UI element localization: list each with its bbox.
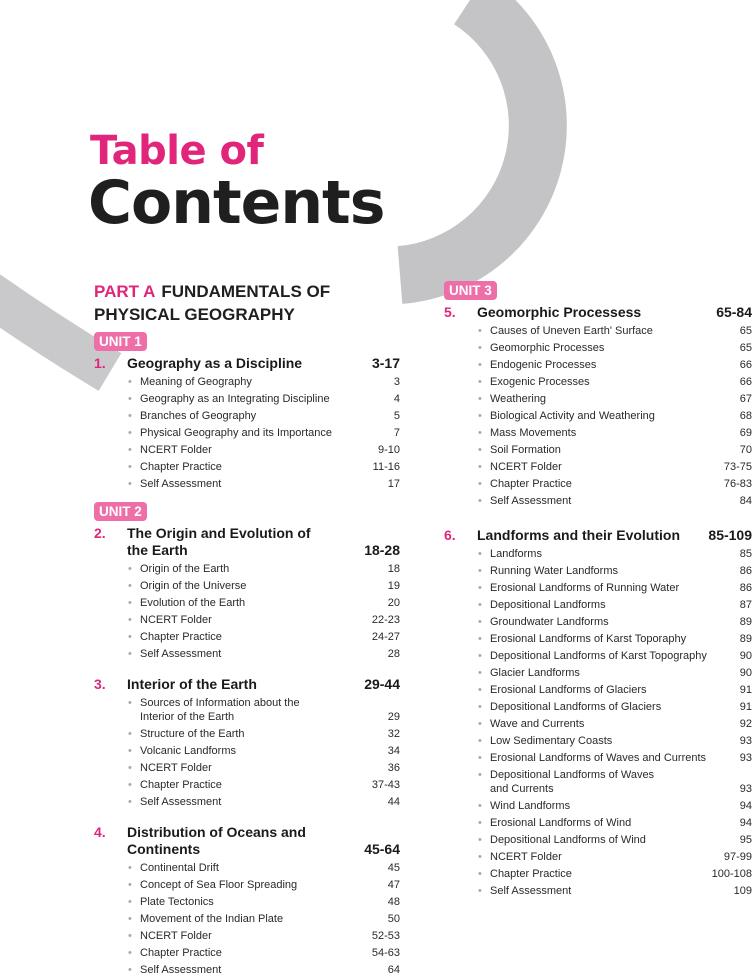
chapter-title: Interior of the Earth xyxy=(127,676,257,692)
toc-column-left xyxy=(94,280,400,980)
chapter-pages: 65-84 xyxy=(716,304,752,320)
chapter-number: 3. xyxy=(94,676,106,692)
chapter-number: 1. xyxy=(94,355,106,371)
chapter-entry[interactable] xyxy=(444,304,752,511)
topic-item[interactable]: • Origin of the Universe 19 xyxy=(127,579,400,593)
topic-item[interactable]: • Self Assessment 109 xyxy=(477,884,752,898)
topic-item[interactable]: • Depositional Landforms of Waves and Currents 93 xyxy=(477,768,752,796)
topic-list xyxy=(127,861,400,977)
unit-badge: UNIT 1 xyxy=(94,332,147,351)
topic-item[interactable]: • Soil Formation 70 xyxy=(477,443,752,457)
chapter-pages: 18-28 xyxy=(364,542,400,558)
topic-item[interactable]: • Chapter Practice 76-83 xyxy=(477,477,752,491)
topic-item[interactable]: • Landforms 85 xyxy=(477,547,752,561)
topic-item[interactable]: • Physical Geography and its Importance 7 xyxy=(127,426,400,440)
part-heading xyxy=(94,280,400,326)
topic-list xyxy=(127,696,400,809)
part-label: PART A xyxy=(94,282,156,301)
topic-item[interactable]: • Self Assessment 84 xyxy=(477,494,752,508)
topic-item[interactable]: • Self Assessment 44 xyxy=(127,795,400,809)
chapter-number: 5. xyxy=(444,304,456,320)
topic-item[interactable]: • Mass Movements 69 xyxy=(477,426,752,440)
topic-item[interactable]: • Self Assessment 17 xyxy=(127,477,400,491)
topic-item[interactable]: • Low Sedimentary Coasts 93 xyxy=(477,734,752,748)
topic-item[interactable]: • Concept of Sea Floor Spreading 47 xyxy=(127,878,400,892)
topic-list xyxy=(127,562,400,661)
topic-item[interactable]: • Movement of the Indian Plate 50 xyxy=(127,912,400,926)
topic-item[interactable]: • Wave and Currents 92 xyxy=(477,717,752,731)
chapter-pages: 45-64 xyxy=(364,841,400,857)
topic-item[interactable]: • Causes of Uneven Earth' Surface 65 xyxy=(477,324,752,338)
part-title: FUNDAMENTALS OF PHYSICAL GEOGRAPHY xyxy=(94,282,331,324)
topic-item[interactable]: • Erosional Landforms of Wind 94 xyxy=(477,816,752,830)
topic-item[interactable]: • Erosional Landforms of Running Water 86 xyxy=(477,581,752,595)
chapter-title: Landforms and their Evolution xyxy=(477,527,681,543)
chapter-pages: 29-44 xyxy=(364,676,400,692)
title-line-2: Contents xyxy=(88,168,385,238)
chapter-entry[interactable] xyxy=(94,525,400,664)
chapter-entry[interactable] xyxy=(444,527,752,901)
topic-item[interactable]: • Volcanic Landforms 34 xyxy=(127,744,400,758)
topic-item[interactable]: • NCERT Folder 73-75 xyxy=(477,460,752,474)
topic-item[interactable]: • Continental Drift 45 xyxy=(127,861,400,875)
topic-item[interactable]: • Self Assessment 28 xyxy=(127,647,400,661)
topic-item[interactable]: • Biological Activity and Weathering 68 xyxy=(477,409,752,423)
chapter-title: Geography as a Discipline xyxy=(127,355,303,371)
topic-item[interactable]: • NCERT Folder 9-10 xyxy=(127,443,400,457)
topic-item[interactable]: • NCERT Folder 36 xyxy=(127,761,400,775)
topic-item[interactable]: • Groundwater Landforms 89 xyxy=(477,615,752,629)
topic-item[interactable]: • Chapter Practice 24-27 xyxy=(127,630,400,644)
chapter-entry[interactable] xyxy=(94,355,400,494)
topic-item[interactable]: • Depositional Landforms of Karst Topography 90 xyxy=(477,649,752,663)
topic-item[interactable]: • Running Water Landforms 86 xyxy=(477,564,752,578)
chapter-number: 6. xyxy=(444,527,456,543)
topic-item[interactable]: • Structure of the Earth 32 xyxy=(127,727,400,741)
topic-item[interactable]: • Branches of Geography 5 xyxy=(127,409,400,423)
topic-item[interactable]: • Endogenic Processes 66 xyxy=(477,358,752,372)
topic-item[interactable]: • Sources of Information about the Interior of the Earth 29 xyxy=(127,696,400,724)
topic-item[interactable]: • Self Assessment 64 xyxy=(127,963,400,977)
chapter-entry[interactable] xyxy=(94,676,400,812)
toc-column-right xyxy=(444,281,752,901)
topic-item[interactable]: • Wind Landforms 94 xyxy=(477,799,752,813)
topic-list xyxy=(127,375,400,491)
topic-item[interactable]: • Geomorphic Processes 65 xyxy=(477,341,752,355)
chapter-pages: 85-109 xyxy=(708,527,752,543)
topic-item[interactable]: • Geography as an Integrating Discipline 4 xyxy=(127,392,400,406)
unit-badge: UNIT 3 xyxy=(444,281,497,300)
topic-item[interactable]: • Erosional Landforms of Glaciers 91 xyxy=(477,683,752,697)
topic-item[interactable]: • Weathering 67 xyxy=(477,392,752,406)
topic-item[interactable]: • NCERT Folder 52-53 xyxy=(127,929,400,943)
topic-item[interactable]: • Erosional Landforms of Waves and Currents 93 xyxy=(477,751,752,765)
topic-item[interactable]: • Exogenic Processes 66 xyxy=(477,375,752,389)
topic-item[interactable]: • NCERT Folder 22-23 xyxy=(127,613,400,627)
chapter-number: 4. xyxy=(94,824,106,840)
topic-list xyxy=(477,324,752,508)
topic-item[interactable]: • Chapter Practice 54-63 xyxy=(127,946,400,960)
chapter-pages: 3-17 xyxy=(371,355,400,371)
topic-item[interactable]: • Origin of the Earth 18 xyxy=(127,562,400,576)
topic-item[interactable]: • Chapter Practice 100-108 xyxy=(477,867,752,881)
chapter-number: 2. xyxy=(94,525,106,541)
topic-item[interactable]: • Depositional Landforms of Glaciers 91 xyxy=(477,700,752,714)
topic-item[interactable]: • Depositional Landforms 87 xyxy=(477,598,752,612)
title-line-1: Table of xyxy=(90,128,264,174)
topic-item[interactable]: • Meaning of Geography 3 xyxy=(127,375,400,389)
topic-item[interactable]: • Glacier Landforms 90 xyxy=(477,666,752,680)
unit-badge: UNIT 2 xyxy=(94,502,147,521)
topic-item[interactable]: • NCERT Folder 97-99 xyxy=(477,850,752,864)
topic-item[interactable]: • Erosional Landforms of Karst Toporaphy 89 xyxy=(477,632,752,646)
topic-item[interactable]: • Chapter Practice 37-43 xyxy=(127,778,400,792)
chapter-title: The Origin and Evolution of the Earth xyxy=(127,525,311,558)
chapter-entry[interactable] xyxy=(94,824,400,980)
topic-item[interactable]: • Chapter Practice 11-16 xyxy=(127,460,400,474)
topic-list xyxy=(477,547,752,898)
topic-item[interactable]: • Evolution of the Earth 20 xyxy=(127,596,400,610)
topic-item[interactable]: • Plate Tectonics 48 xyxy=(127,895,400,909)
chapter-title: Distribution of Oceans and Continents xyxy=(127,824,306,857)
topic-item[interactable]: • Depositional Landforms of Wind 95 xyxy=(477,833,752,847)
chapter-title: Geomorphic Processess xyxy=(477,304,642,320)
